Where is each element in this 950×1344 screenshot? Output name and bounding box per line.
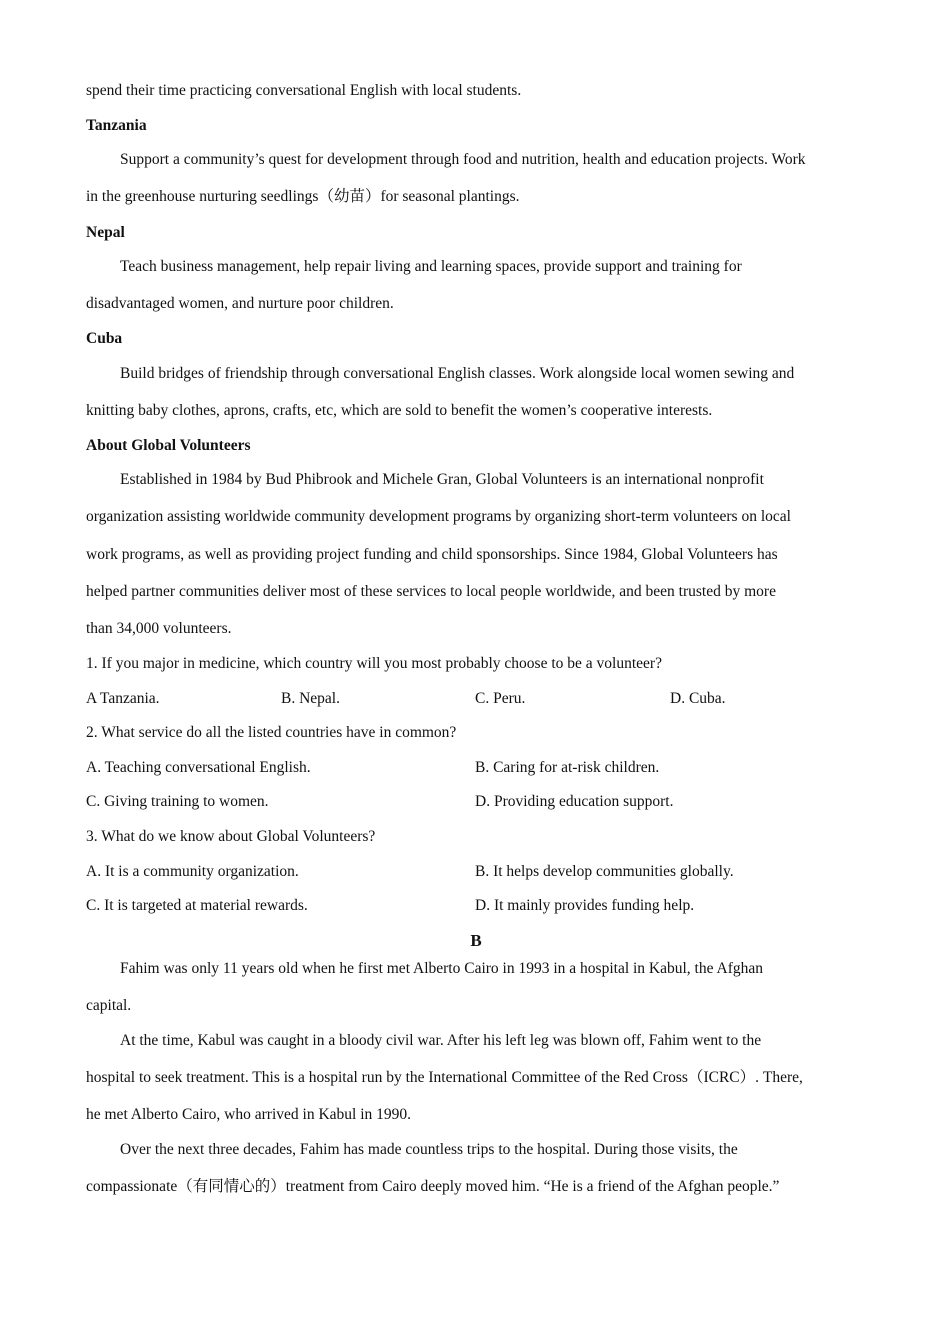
passage-b-p1-line-2: capital.	[86, 997, 132, 1014]
about-line-1: Established in 1984 by Bud Phibrook and Michele Gran, Global Volunteers is an international nonprofit	[120, 471, 764, 488]
question-3-option-b: B. It helps develop communities globally.	[475, 863, 734, 880]
nepal-line-1: Teach business management, help repair living and learning spaces, provide support and training for	[120, 258, 742, 275]
passage-b-p2-line-3: he met Alberto Cairo, who arrived in Kabul in 1990.	[86, 1106, 412, 1123]
heading-cuba: Cuba	[86, 330, 123, 347]
passage-b-p2-line-2: hospital to seek treatment. This is a hospital run by the International Committee of the Red Cross（ICRC）. There,	[86, 1069, 803, 1086]
about-line-3: work programs, as well as providing project funding and child sponsorships. Since 1984, Global Volunteers has	[86, 546, 778, 563]
about-line-2: organization assisting worldwide community development programs by organizing short-term volunteers on local	[86, 508, 791, 525]
heading-about-global-volunteers: About Global Volunteers	[86, 437, 251, 454]
question-1-option-d: D. Cuba.	[670, 690, 726, 707]
cuba-line-2: knitting baby clothes, aprons, crafts, etc, which are sold to benefit the women’s cooperative interests.	[86, 402, 713, 419]
question-3-option-a: A. It is a community organization.	[86, 863, 299, 880]
question-1-option-c: C. Peru.	[475, 690, 526, 707]
question-1-stem: 1. If you major in medicine, which country will you most probably choose to be a volunteer?	[86, 655, 662, 672]
question-2-option-c: C. Giving training to women.	[86, 793, 269, 810]
question-3-option-c: C. It is targeted at material rewards.	[86, 897, 308, 914]
about-line-4: helped partner communities deliver most of these services to local people worldwide, and been trusted by more	[86, 583, 776, 600]
question-1-option-b: B. Nepal.	[281, 690, 340, 707]
question-2-option-b: B. Caring for at-risk children.	[475, 759, 660, 776]
heading-nepal: Nepal	[86, 224, 125, 241]
question-2-option-a: A. Teaching conversational English.	[86, 759, 311, 776]
question-3-stem: 3. What do we know about Global Volunteers?	[86, 828, 376, 845]
passage-b-p1-line-1: Fahim was only 11 years old when he first met Alberto Cairo in 1993 in a hospital in Kabul, the Afghan	[120, 960, 764, 977]
passage-b-title: B	[470, 931, 482, 950]
nepal-line-2: disadvantaged women, and nurture poor children.	[86, 295, 394, 312]
question-2-option-d: D. Providing education support.	[475, 793, 674, 810]
intro-tail-text: spend their time practicing conversational English with local students.	[86, 82, 522, 99]
question-3-option-d: D. It mainly provides funding help.	[475, 897, 695, 914]
cuba-line-1: Build bridges of friendship through conversational English classes. Work alongside local women sewing and	[120, 365, 795, 382]
passage-b-p2-line-1: At the time, Kabul was caught in a bloody civil war. After his left leg was blown off, Fahim went to the	[120, 1032, 762, 1049]
passage-b-p3-line-1: Over the next three decades, Fahim has made countless trips to the hospital. During those visits, the	[120, 1141, 738, 1158]
question-2-stem: 2. What service do all the listed countries have in common?	[86, 724, 457, 741]
question-1-option-a: A Tanzania.	[86, 690, 160, 707]
tanzania-line-2: in the greenhouse nurturing seedlings（幼苗）for seasonal plantings.	[86, 188, 520, 205]
about-line-5: than 34,000 volunteers.	[86, 620, 232, 637]
heading-tanzania: Tanzania	[86, 117, 147, 134]
passage-b-p3-line-2: compassionate（有同情心的）treatment from Cairo deeply moved him. “He is a friend of the Afghan people.”	[86, 1178, 780, 1195]
tanzania-line-1: Support a community’s quest for development through food and nutrition, health and education projects. Work	[120, 151, 806, 168]
